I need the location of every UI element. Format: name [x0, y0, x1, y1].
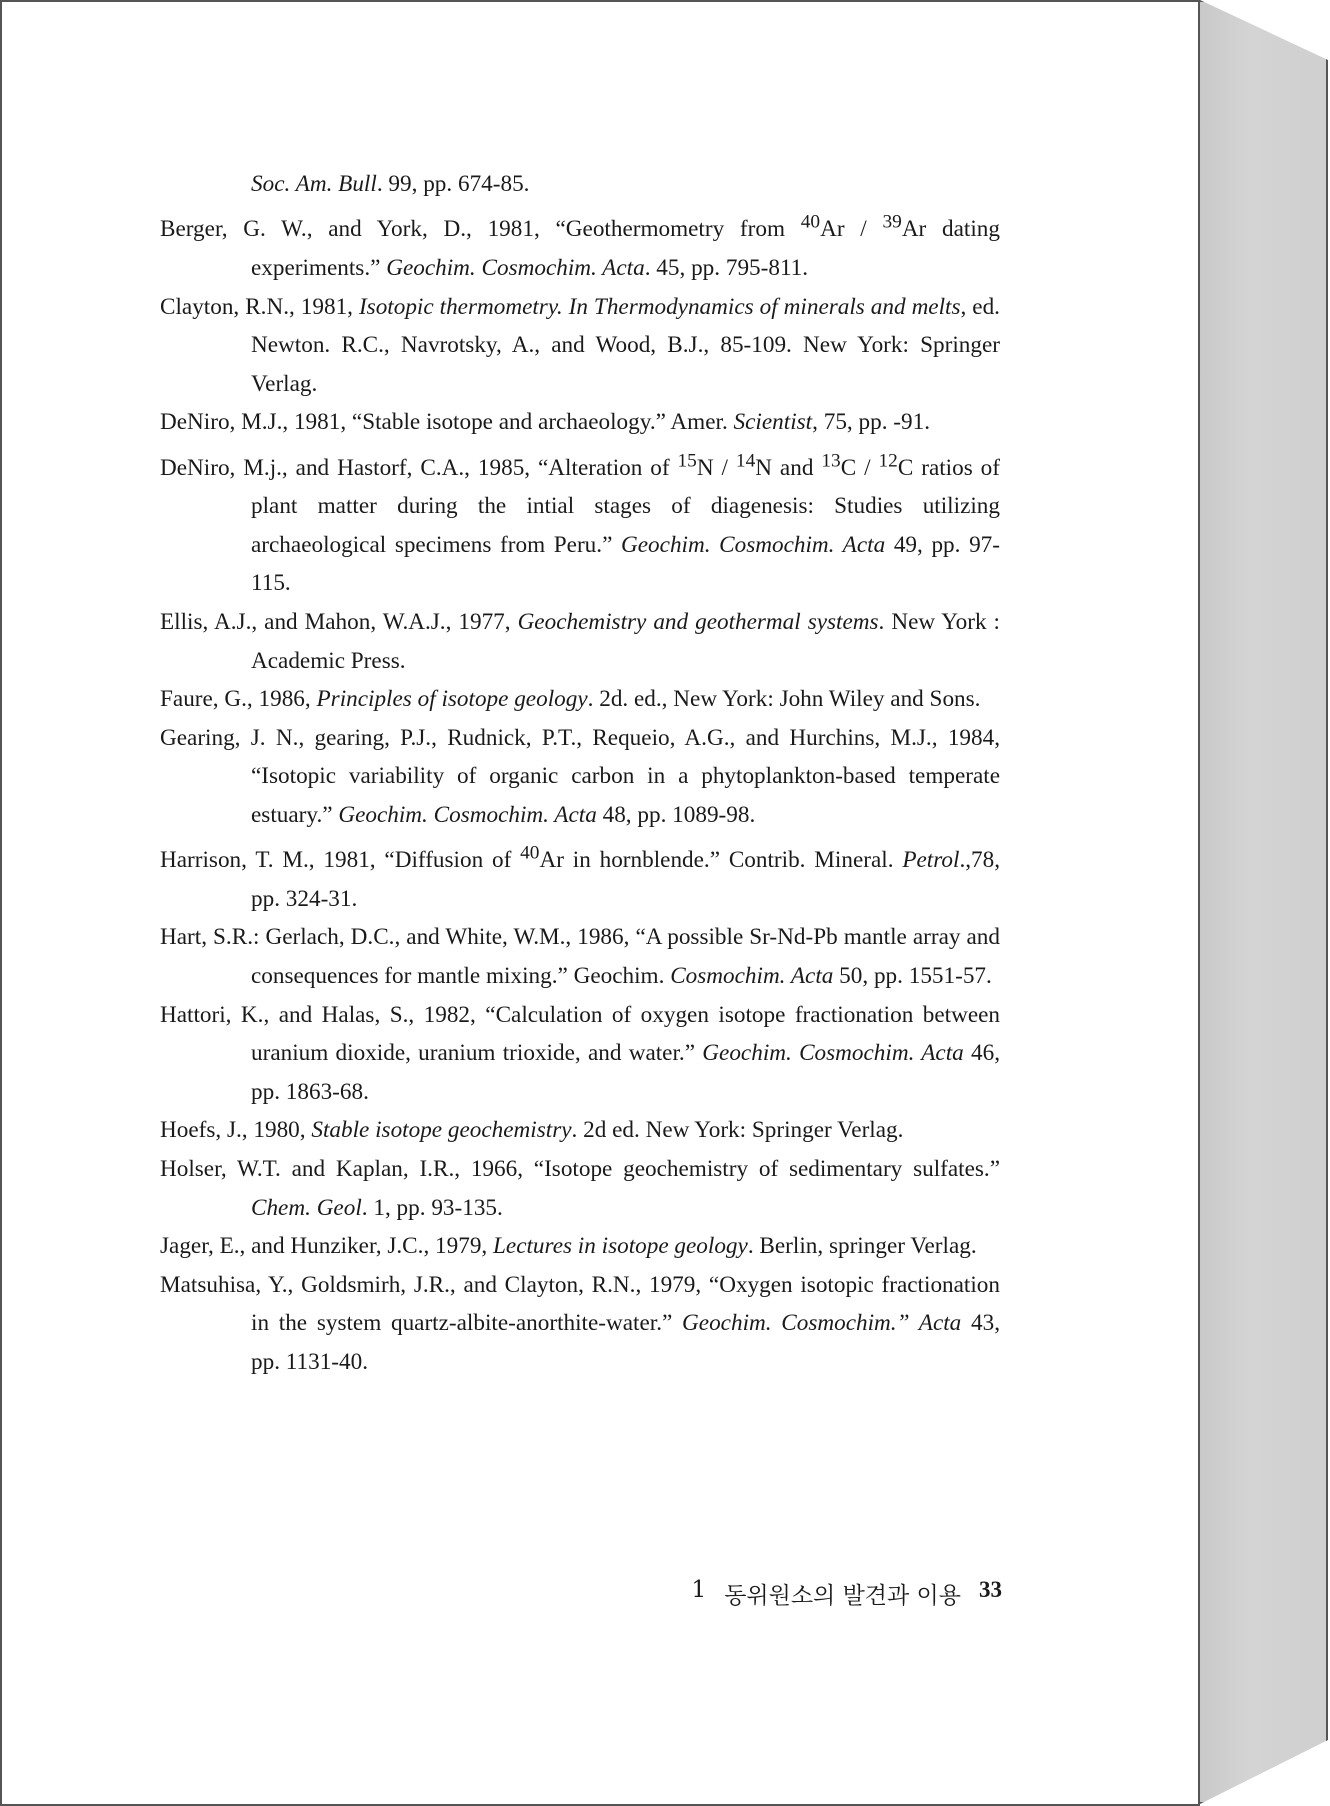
- reference-text: Matsuhisa, Y., Goldsmirh, J.R., and Clayton, R.N., 1979, “Oxygen isotopic fractionation in the system quartz-albite-anorthite-water.” Geochim. Cosmochim.” Acta 43, pp. 1131-40.: [160, 1271, 1001, 1376]
- page-number: 33: [979, 1577, 1002, 1602]
- reference-list: [160, 165, 1000, 1382]
- reference-entry: [160, 1150, 1000, 1227]
- reference-text: Holser, W.T. and Kaplan, I.R., 1966, “Isotope geochemistry of sedimentary sulfates.” Chem. Geol. 1, pp. 93-135.: [160, 1156, 1000, 1221]
- page-footer: [642, 1577, 1002, 1610]
- reference-entry: [160, 403, 1000, 442]
- reference-entry: [160, 442, 1000, 603]
- reference-text: Clayton, R.N., 1981, Isotopic thermometry. In Thermodynamics of minerals and melts, ed. Newton. R.C., Navrotsky, A., and Wood, B.J., 85-109. New York: Springer Verlag.: [160, 293, 1000, 397]
- reference-entry: [160, 204, 1000, 288]
- reference-entry: [160, 1266, 1000, 1382]
- reference-entry: [160, 603, 1000, 680]
- reference-text: Harrison, T. M., 1981, “Diffusion of $^{40}$Ar in hornblende.” Contrib. Mineral. Petrol.,78, pp. 324-31.: [160, 842, 1001, 912]
- reference-entry: [160, 165, 1000, 204]
- reference-text: Jager, E., and Hunziker, J.C., 1979, Lectures in isotope geology. Berlin, springer Verlag.: [160, 1233, 977, 1260]
- chapter-title: 동위원소의 발견과 이용: [724, 1583, 961, 1609]
- reference-text: Hattori, K., and Halas, S., 1982, “Calculation of oxygen isotope fractionation between uranium dioxide, uranium trioxide, and water.” Geochim. Cosmochim. Acta 46, pp. 1863-68.: [160, 1001, 1001, 1105]
- book-spine: [1200, 0, 1328, 1804]
- reference-entry: [160, 680, 1000, 719]
- chapter-number: 1: [691, 1577, 707, 1603]
- reference-entry: [160, 918, 1000, 995]
- reference-entry: [160, 288, 1000, 404]
- reference-text: Hoefs, J., 1980, Stable isotope geochemistry. 2d ed. New York: Springer Verlag.: [160, 1117, 904, 1144]
- reference-text: DeNiro, M.j., and Hastorf, C.A., 1985, “Alteration of $^{15}$N / $^{14}$N and $^{13}$C / $^{12}$C ratios of plant matter during the intial stages of diagenesis: Studies utilizing archaeological specimens from Peru.” Geochim. Cosmochim. Acta 49, pp. 97-115.: [160, 449, 1000, 597]
- reference-text: Faure, G., 1986, Principles of isotope geology. 2d. ed., New York: John Wiley and Sons.: [160, 686, 981, 713]
- reference-entry: [160, 719, 1000, 835]
- reference-text: Hart, S.R.: Gerlach, D.C., and White, W.M., 1986, “A possible Sr-Nd-Pb mantle array and consequences for mantle mixing.” Geochim. Cosmochim. Acta 50, pp. 1551-57.: [160, 924, 1000, 990]
- reference-text: Ellis, A.J., and Mahon, W.A.J., 1977, Geochemistry and geothermal systems. New York : Academic Press.: [160, 609, 1001, 674]
- reference-entry: [160, 835, 1000, 919]
- reference-text: Berger, G. W., and York, D., 1981, “Geothermometry from $^{40}$Ar / $^{39}$Ar dating experiments.” Geochim. Cosmochim. Acta. 45, pp. 795-811.: [160, 211, 1000, 281]
- reference-entry: [160, 1227, 1000, 1266]
- reference-entry: [160, 996, 1000, 1112]
- reference-text: Soc. Am. Bull. 99, pp. 674-85.: [251, 171, 530, 197]
- reference-text: Gearing, J. N., gearing, P.J., Rudnick, P.T., Requeio, A.G., and Hurchins, M.J., 1984, “Isotopic variability of organic carbon in a phytoplankton-based temperate estuary.” Geochim. Cosmochim. Acta 48, pp. 1089-98.: [160, 724, 1000, 828]
- reference-text: DeNiro, M.J., 1981, “Stable isotope and archaeology.” Amer. Scientist, 75, pp. -91.: [160, 409, 930, 436]
- reference-entry: [160, 1111, 1000, 1150]
